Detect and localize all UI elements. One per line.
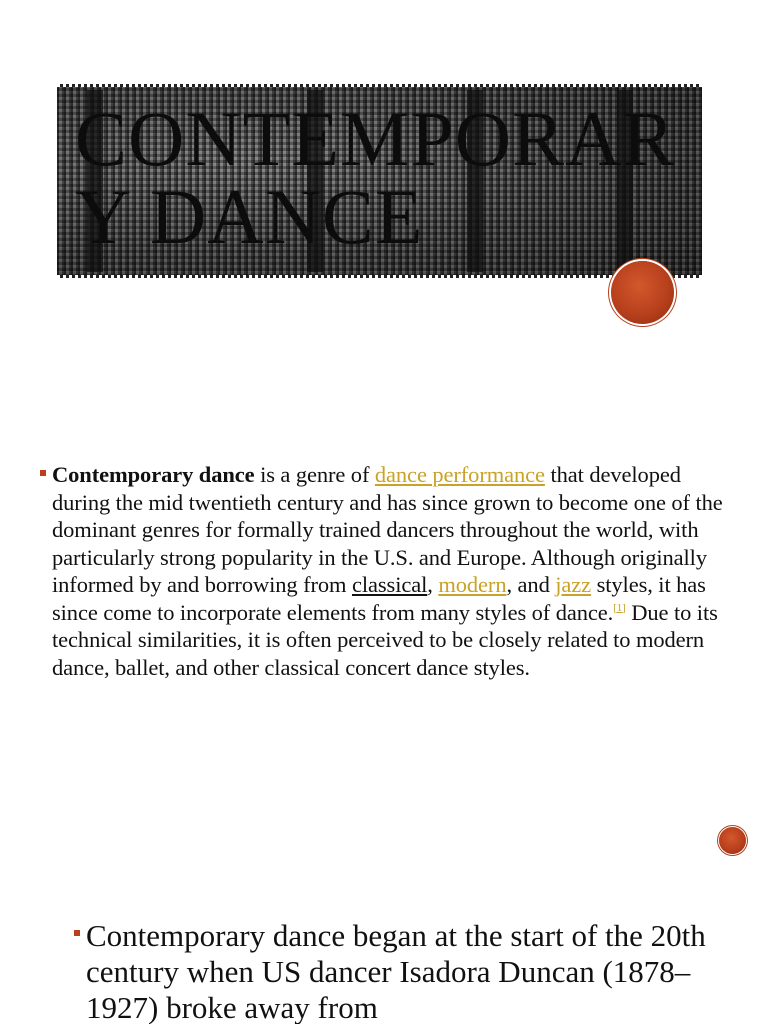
link-modern[interactable]: modern (438, 572, 507, 597)
text-run: , (427, 572, 439, 597)
bullet-marker (74, 930, 80, 936)
bullet-marker (40, 470, 46, 476)
slide-title: CONTEMPORARY DANCE (75, 95, 676, 260)
intro-paragraph (52, 461, 740, 681)
banner-bottom-edge (57, 275, 702, 278)
text-run: Due to its technical similarities, it is often perceived to be closely related to modern dance, ballet, and other classical concert dance styles. (52, 599, 718, 680)
orange-circle-decoration (611, 261, 674, 324)
link-classical[interactable]: classical (351, 572, 428, 597)
intro-bullet (40, 461, 740, 681)
link-jazz[interactable]: jazz (555, 572, 592, 597)
term-bold: Contemporary dance (52, 462, 255, 487)
text-run: styles, it has since come to incorporate elements from many styles of dance. (52, 572, 706, 625)
text-run: , and (506, 572, 556, 597)
history-paragraph: Contemporary dance began at the start of the 20th century when US dancer Isadora Duncan (1878–1927) broke away from (86, 918, 706, 1024)
link-dance-performance[interactable]: dance performance (374, 462, 545, 487)
title-banner (57, 84, 702, 278)
text-run: is a genre of (254, 462, 375, 487)
history-bullet (74, 918, 734, 1024)
reference-link[interactable]: [1] (613, 601, 626, 614)
banner-top-edge (57, 84, 702, 87)
text-run: that developed during the mid twentieth century and has since grown to become one of the dominant genres for formally trained dancers throughout the world, with particularly strong popularity in the U.S. and Europe. Although originally informed by and borrowing from (52, 462, 723, 597)
orange-circle-decoration (719, 827, 746, 854)
